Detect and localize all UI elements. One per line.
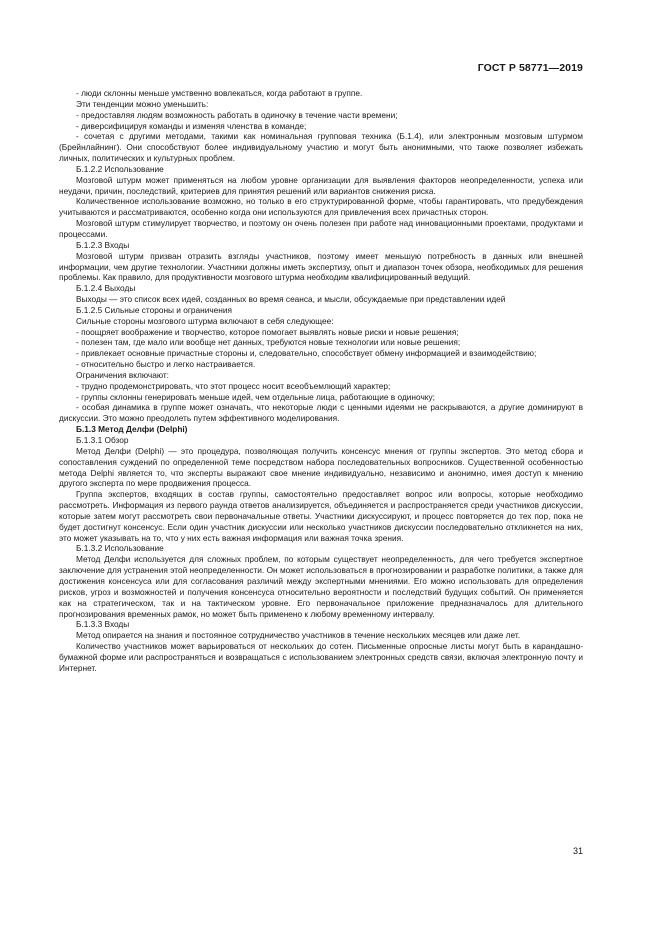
- paragraph: - сочетая с другими методами, такими как номинальная групповая техника (Б.1.4), или электронным мозговым штурмом (Брейнлайнинг). Они способствуют более индивидуальному участию и могут быть анонимными, что также позволяет избежать личных, политических и культурных проблем.: [59, 131, 583, 164]
- page-body: [59, 88, 583, 674]
- paragraph: Метод Делфи используется для сложных проблем, по которым существует неопределенность, для чего требуется экспертное заключение для устранения этой неопределенности. Он может использоваться в прогнозировании и разработке политики, а также для достижения консенсуса или для согласования различий между экспертными мнениями. Его можно использовать для определения рисков, угроз и возможностей и получения консенсуса относительно вероятности и последствий будущих событий. Он применяется как на стратегическом, так и на тактическом уровне. Его первоначальное приложение предназначалось для длительного прогнозирования временных рамок, но может быть применено к любому временному интервалу.: [59, 554, 583, 619]
- section-heading: Б.1.2.3 Входы: [76, 239, 130, 250]
- paragraph: Метод Делфи (Delphi) — это процедура, позволяющая получить консенсус мнения от группы экспертов. Это метод сбора и сопоставления суждений по определенной теме посредством набора последовательных вопросников. Существенной особенностью метода Delphi является то, что эксперты выражают свое мнение индивидуально, независимо и анонимно, имея доступ к мнению другого эксперта по мере продвижения процесса.: [59, 445, 583, 489]
- paragraph: Мозговой штурм может применяться на любом уровне организации для выявления факторов неопределенности, успеха или неудачи, причин, последствий, критериев для принятия решений или вариантов снижения риска.: [59, 174, 583, 196]
- section-heading: Б.1.3.1 Обзор: [76, 435, 129, 445]
- paragraph: Сильные стороны мозгового штурма включают в себя следующее:: [76, 315, 334, 326]
- paragraph: - относительно быстро и легко настраивается.: [76, 359, 256, 370]
- paragraph: - предоставляя людям возможность работать в одиночку в течение части времени;: [76, 109, 398, 120]
- paragraph: - привлекает основные причастные стороны и, следовательно, способствует обмену информацией и взаимодействию;: [76, 348, 537, 359]
- paragraph: - люди склонны меньше умственно вовлекаться, когда работают в группе.: [76, 88, 363, 98]
- section-heading: Б.1.3.2 Использование: [76, 543, 164, 554]
- paragraph: Выходы — это список всех идей, созданных во время сеанса, и мысли, обсуждаемые при представлении идей: [76, 294, 506, 305]
- document-code: ГОСТ Р 58771—2019: [477, 62, 583, 74]
- paragraph: Метод опирается на знания и постоянное сотрудничество участников в течение нескольких месяцев или даже лет.: [76, 630, 521, 641]
- paragraph: Мозговой штурм стимулирует творчество, и поэтому он очень полезен при работе над инновационными проектами, продуктами и процессами.: [59, 218, 583, 239]
- paragraph: Эти тенденции можно уменьшить:: [76, 98, 209, 109]
- section-heading: Б.1.2.5 Сильные стороны и ограничения: [76, 304, 232, 315]
- page-number: 31: [572, 846, 583, 856]
- subsection-heading: Б.1.3 Метод Делфи (Delphi): [76, 424, 188, 435]
- paragraph: - диверсифицируя команды и изменяя членства в команде;: [76, 120, 307, 131]
- paragraph: Группа экспертов, входящих в состав группы, самостоятельно предоставляет вопрос или вопросы, которые необходимо рассмотреть. Информация из первого раунда ответов анализируется, объединяется и распространяется среди участников дискуссии, которые затем могут рассмотреть свои первоначальные ответы. Участники дискуссируют, и процесс повторяется до тех пор, пока не будет достигнут консенсус. Если один участник дискуссии или несколько участников дискуссии последовательно откликнется на них, это может указывать на то, что у них есть важная информация или важная точка зрения.: [59, 489, 583, 543]
- section-heading: Б.1.2.2 Использование: [76, 163, 164, 174]
- paragraph: - полезен там, где мало или вообще нет данных, требуются новые технологии или новые решения;: [76, 337, 461, 348]
- paragraph: Количество участников может варьироваться от нескольких до сотен. Письменные опросные листы могут быть в карандашно-бумажной форме или распространяться и возвращаться с использованием электронных средств связи, включая электронную почту и Интернет.: [59, 641, 583, 673]
- paragraph: Мозговой штурм призван отразить взгляды участников, поэтому имеет меньшую потребность в данных или внешней информации, чем другие технологии. Участники должны иметь экспертизу, опыт и диапазон точек обзора, необходимых для решения проблемы. Как правило, для продуктивности мозгового штурма необходим квалифицированный ведущий.: [59, 250, 583, 283]
- section-heading: Б.1.2.4 Выходы: [76, 283, 136, 294]
- paragraph: - группы склонны генерировать меньше идей, чем отдельные лица, работающие в одиночку;: [76, 391, 435, 402]
- paragraph: - трудно продемонстрировать, что этот процесс носит всеобъемлющий характер;: [76, 380, 391, 391]
- paragraph: Ограничения включают:: [76, 369, 169, 380]
- paragraph: Количественное использование возможно, но только в его структурированной форме, чтобы гарантировать, что предубеждения учитываются и рассматриваются, особенно когда они используются для привлечения всех причастных сторон.: [59, 196, 583, 218]
- paragraph: - поощряет воображение и творчество, которое помогает выявлять новые риски и новые решения;: [76, 326, 459, 337]
- paragraph: - особая динамика в группе может означать, что некоторые люди с ценными идеями не раскрываются, а другие доминируют в дискуссии. Это можно преодолеть путем эффективного моделирования.: [59, 402, 583, 424]
- section-heading: Б.1.3.3 Входы: [76, 619, 130, 630]
